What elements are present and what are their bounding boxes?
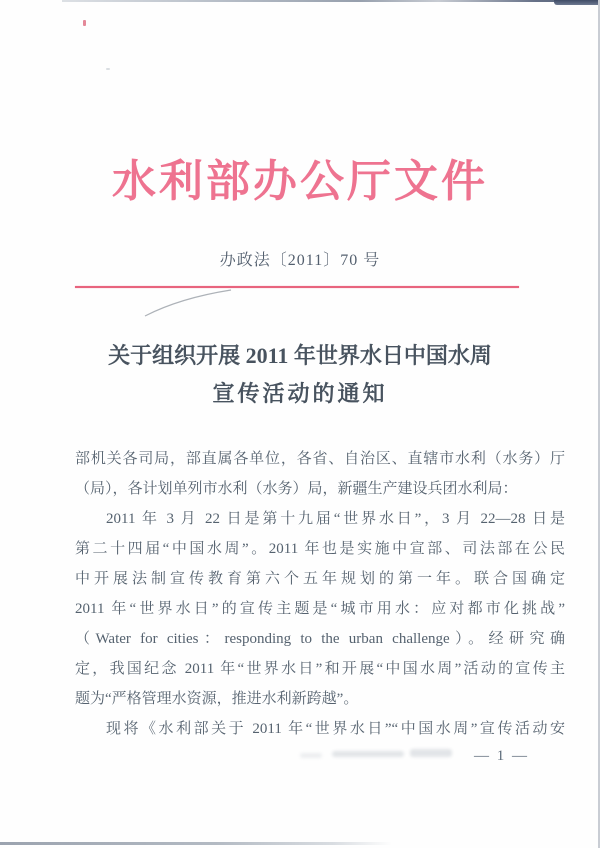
scan-edge-top xyxy=(62,0,600,2)
body-line: （Water for cities：responding to the urban challenge）。经研究确 xyxy=(75,631,565,647)
ink-bleedthrough-smudge xyxy=(332,751,404,757)
pencil-mark xyxy=(140,286,235,320)
body-line: 中开展法制宣传教育第六个五年规划的第一年。联合国确定 xyxy=(75,571,565,587)
ink-bleedthrough-smudge xyxy=(300,753,322,758)
notice-title-line1: 关于组织开展 2011 年世界水日中国水周 xyxy=(108,343,492,368)
ink-bleedthrough-smudge xyxy=(410,749,452,757)
red-ink-speck xyxy=(83,20,86,26)
letterhead-title: 水利部办公厅文件 xyxy=(112,157,488,206)
body-line: 第二十四届“中国水周”。2011 年也是实施中宣部、司法部在公民 xyxy=(75,541,565,557)
scan-edge-top-right-corner xyxy=(554,0,600,5)
notice-title-line2: 宣传活动的通知 xyxy=(212,381,388,406)
body-line: （局），各计划单列市水利（水务）局，新疆生产建设兵团水利局： xyxy=(75,481,518,497)
body-line: 现将《水利部关于 2011 年“世界水日”“中国水周”宣传活动安 xyxy=(106,721,565,737)
page-number: — 1 — xyxy=(474,748,529,764)
body-line: 题为“严格管理水资源，推进水利新跨越”。 xyxy=(75,691,359,707)
document-number: 办政法〔2011〕70 号 xyxy=(219,252,381,269)
body-line: 2011 年“世界水日”的宣传主题是“城市用水：应对都市化挑战” xyxy=(75,601,565,617)
scan-edge-bottom xyxy=(0,842,392,845)
body-line: 部机关各司局，部直属各单位，各省、自治区、直辖市水利（水务）厅 xyxy=(75,451,565,467)
body-line: 定，我国纪念 2011 年“世界水日”和开展“中国水周”活动的宣传主 xyxy=(75,661,565,677)
body-line: 2011 年 3 月 22 日是第十九届“世界水日”，3 月 22—28 日是 xyxy=(106,511,565,527)
gray-speck xyxy=(106,68,110,70)
notice-body xyxy=(75,444,565,744)
